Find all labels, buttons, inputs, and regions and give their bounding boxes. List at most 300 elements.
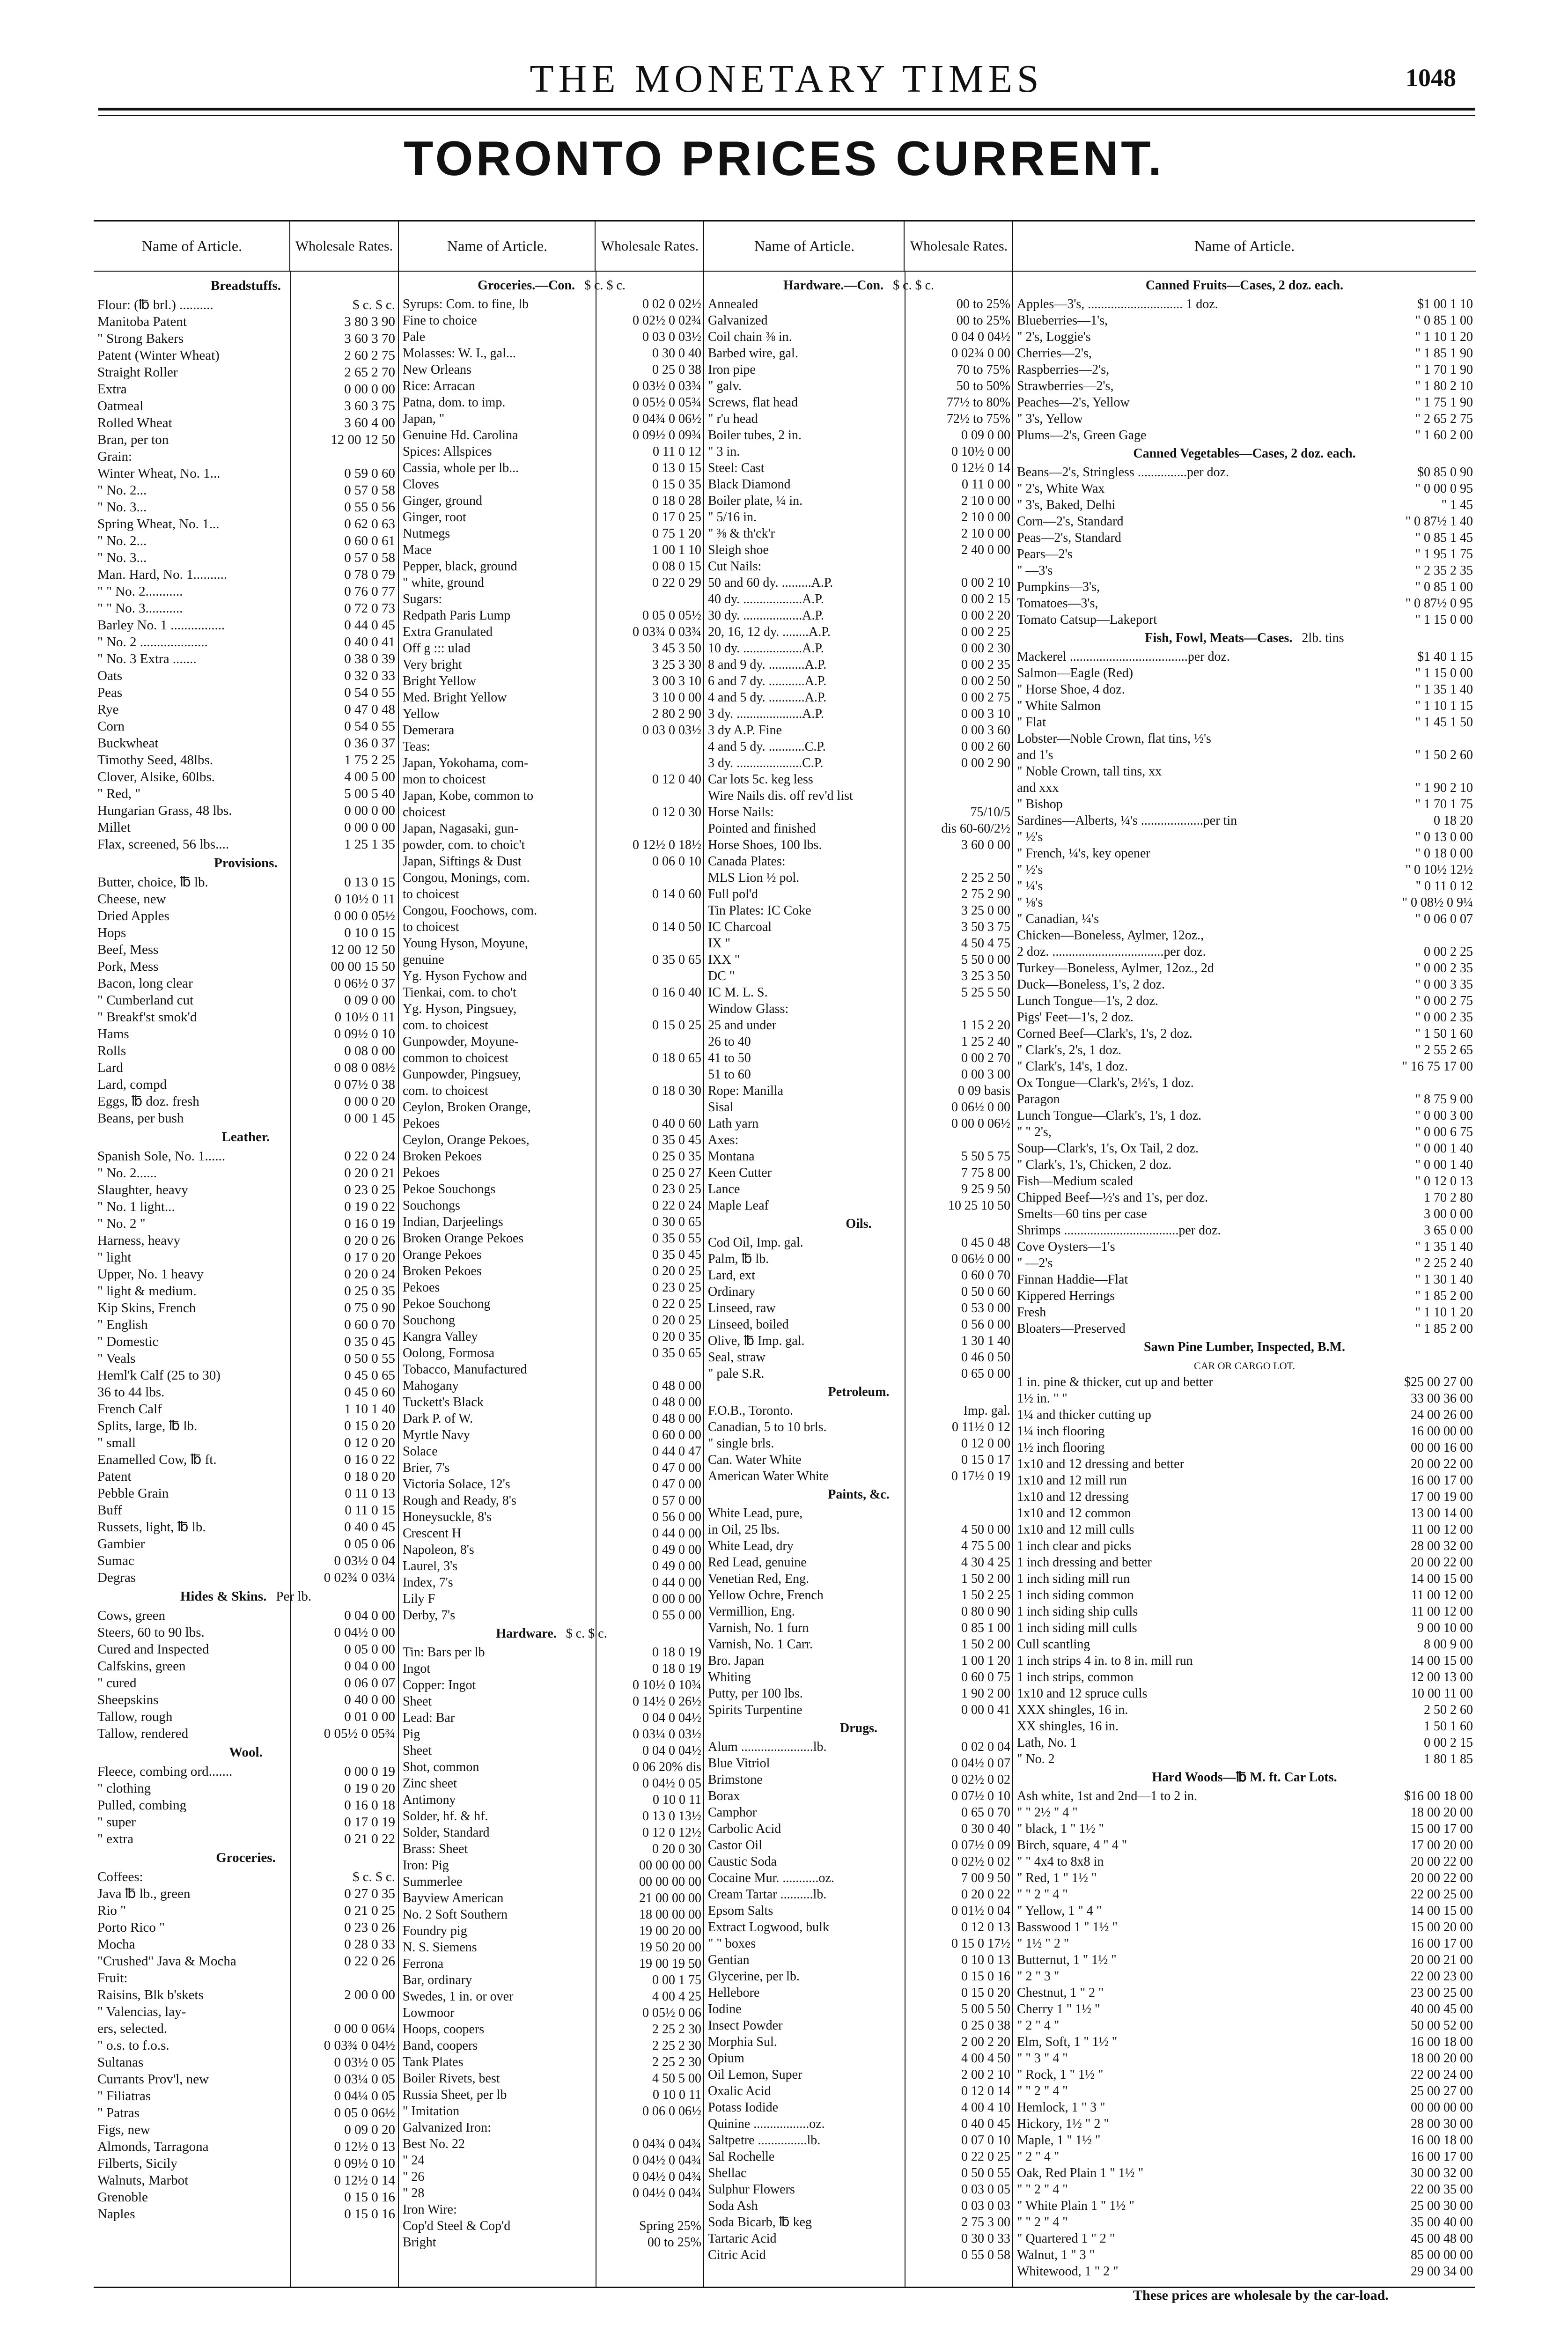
article-name: Glycerine, per lb.	[708, 1969, 800, 1984]
article-name: Hoops, coopers	[403, 2022, 485, 2037]
price-row	[94, 1536, 398, 1552]
price-row	[704, 1985, 1013, 2001]
price-row	[399, 1345, 704, 1361]
price-row	[704, 427, 1013, 443]
article-name: common to choicest	[403, 1051, 508, 1065]
wholesale-rate: 0 62 0 63	[344, 517, 395, 532]
price-row	[94, 891, 398, 908]
article-name: Bran, per ton	[97, 432, 169, 447]
article-name: " —3's	[1017, 563, 1053, 578]
wholesale-rate: 0 00 2 60	[961, 739, 1010, 754]
price-row	[399, 2070, 704, 2087]
price-row	[94, 2206, 398, 2222]
price-row	[399, 1394, 704, 1410]
price-row	[1013, 579, 1476, 595]
wholesale-rate: 0 22 0 25	[652, 1297, 701, 1311]
wholesale-rate: 15 00 20 00	[1411, 1920, 1473, 1934]
article-name: Beans, per bush	[97, 1111, 184, 1126]
price-row	[1013, 2165, 1476, 2181]
wholesale-rate: 0 00 0 06½	[951, 1116, 1010, 1131]
price-row	[399, 427, 704, 443]
article-name: " Flat	[1017, 715, 1046, 730]
price-row	[1013, 1091, 1476, 1107]
wholesale-rate: 0 32 0 33	[344, 668, 395, 683]
article-name: 2 doz. ..................................per doz.	[1017, 945, 1206, 959]
price-row	[1013, 1735, 1476, 1751]
wholesale-rate: 16 00 17 00	[1411, 1473, 1473, 1488]
article-name: Lard, ext	[708, 1268, 756, 1283]
wholesale-rate: 0 04½ 0 00	[334, 1625, 395, 1640]
wholesale-rate: " 1 15 0 00	[1415, 666, 1473, 680]
article-name: to choicest	[403, 887, 459, 901]
wholesale-rate: 5 50 0 00	[961, 952, 1010, 967]
article-name: Very bright	[403, 657, 462, 672]
price-row	[704, 1554, 1013, 1571]
wholesale-rate: 0 06 0 07	[344, 1676, 395, 1691]
section-heading	[1013, 1358, 1476, 1374]
price-row	[94, 566, 398, 583]
price-row	[399, 378, 704, 394]
wholesale-rate: 2 40 0 00	[961, 543, 1010, 557]
wholesale-rate: 0 25 0 27	[652, 1166, 701, 1180]
article-name: Quinine .................oz.	[708, 2117, 825, 2131]
price-row	[399, 1247, 704, 1263]
wholesale-rate: 0 05½ 0 05¾	[324, 1726, 395, 1741]
wholesale-rate: 0 09½ 0 10	[334, 1026, 395, 1041]
price-row	[399, 1677, 704, 1693]
price-row	[1013, 1653, 1476, 1669]
wholesale-rate: 0 36 0 37	[344, 736, 395, 751]
price-row	[399, 345, 704, 362]
price-row	[704, 1636, 1013, 1653]
wholesale-rate: 0 00 0 05½	[334, 908, 395, 923]
wholesale-rate: 20 00 22 00	[1411, 1457, 1473, 1471]
wholesale-rate: 13 00 14 00	[1411, 1506, 1473, 1521]
price-row	[399, 525, 704, 542]
article-name: Lowmoor	[403, 2006, 455, 2020]
price-row	[704, 1197, 1013, 1214]
article-name: Kip Skins, French	[97, 1300, 196, 1315]
wholesale-rate: 0 17 0 20	[344, 1250, 395, 1265]
price-row	[399, 1263, 704, 1279]
price-row	[1013, 1788, 1476, 1804]
wholesale-rate: 0 48 0 00	[652, 1379, 701, 1393]
article-name: Sal Rochelle	[708, 2149, 775, 2164]
price-row	[399, 2087, 704, 2103]
wholesale-rate: 0 11½ 0 12	[952, 1420, 1010, 1434]
wholesale-rate: 15 00 17 00	[1411, 1822, 1473, 1836]
wholesale-rate: 75/10/5	[970, 805, 1010, 820]
price-row	[94, 1367, 398, 1384]
article-name: " Clark's, 2's, 1 doz.	[1017, 1043, 1121, 1057]
article-name: Boiler tubes, 2 in.	[708, 428, 802, 443]
article-name: Lunch Tongue—1's, 2 doz.	[1017, 994, 1158, 1008]
article-name: Birch, square, 4 " 4 "	[1017, 1838, 1127, 1853]
price-row	[1013, 1603, 1476, 1620]
price-row	[704, 1505, 1013, 1521]
price-row	[704, 624, 1013, 640]
price-row	[1013, 698, 1476, 714]
article-name: Hellebore	[708, 1986, 760, 2000]
wholesale-rate: " 1 10 1 15	[1415, 699, 1473, 713]
article-name: Cut Nails:	[708, 559, 762, 574]
wholesale-rate: 0 44 0 47	[652, 1444, 701, 1459]
price-row	[399, 1558, 704, 1574]
article-name: Alum ......................lb.	[708, 1740, 827, 1754]
article-name: 51 to 60	[708, 1067, 751, 1082]
article-name: Cloves	[403, 477, 439, 492]
article-name: Peas—2's, Standard	[1017, 531, 1121, 545]
article-name: Bar, ordinary	[403, 1973, 472, 1987]
wholesale-rate: 2 25 2 50	[961, 871, 1010, 885]
article-name: Fleece, combing ord.......	[97, 1764, 233, 1779]
article-name: 1x10 and 12 dressing and better	[1017, 1457, 1184, 1471]
section-title: Drugs.	[839, 1721, 878, 1735]
article-name: Coil chain ⅜ in.	[708, 330, 792, 344]
wholesale-rate: 0 09 0 00	[961, 428, 1010, 443]
wholesale-rate: " 0 00 1 40	[1415, 1141, 1473, 1156]
price-row	[704, 1886, 1013, 1903]
price-row	[704, 443, 1013, 460]
wholesale-rate: 9 00 10 00	[1417, 1621, 1473, 1635]
wholesale-rate: 0 01½ 0 04	[951, 1904, 1010, 1918]
article-name: Eggs, ℔ doz. fresh	[97, 1094, 199, 1109]
price-row	[94, 1868, 398, 1885]
article-name: Russets, light, ℔ lb.	[97, 1520, 206, 1535]
article-name: 1 inch siding mill culls	[1017, 1621, 1137, 1635]
section-heading	[399, 275, 704, 296]
article-name: XXX shingles, 16 in.	[1017, 1703, 1128, 1717]
price-row	[1013, 2099, 1476, 2116]
article-name: Finnan Haddie—Flat	[1017, 1272, 1128, 1287]
article-name: Index, 7's	[403, 1575, 453, 1590]
article-name: Broken Pekoes	[403, 1264, 482, 1278]
price-row	[1013, 2017, 1476, 2034]
article-name: Linseed, raw	[708, 1301, 776, 1315]
price-row	[704, 1083, 1013, 1099]
wholesale-rate: 18 00 00 00	[639, 1907, 701, 1922]
price-row	[1013, 329, 1476, 345]
wholesale-rate: 0 00 2 15	[961, 592, 1010, 606]
article-name: Flour: (℔ brl.) ..........	[97, 297, 213, 312]
wholesale-rate: 0 00 2 70	[961, 1051, 1010, 1065]
price-row	[399, 1939, 704, 1956]
article-name: " White Plain 1 " 1½ "	[1017, 2199, 1134, 2213]
section-title: Canned Fruits—Cases, 2 doz. each.	[1145, 278, 1344, 293]
wholesale-rate: 00 00 15 50	[331, 959, 395, 974]
wholesale-rate: 0 75 0 90	[344, 1300, 395, 1315]
article-name: Hops	[97, 925, 126, 940]
wholesale-rate: 0 05½ 0 06	[642, 2006, 701, 2020]
wholesale-rate: 0 47 0 00	[652, 1461, 701, 1475]
price-row	[399, 1792, 704, 1808]
wholesale-rate: 0 03 0 03½	[642, 330, 701, 344]
price-row	[94, 516, 398, 532]
price-row	[399, 1874, 704, 1890]
article-name: Sugars:	[403, 592, 442, 606]
article-name: Tobacco, Manufactured	[403, 1362, 527, 1377]
article-name: " r'u head	[708, 412, 758, 426]
article-name: Smelts—60 tins per case	[1017, 1207, 1147, 1221]
wholesale-rate: 0 45 0 48	[961, 1235, 1010, 1250]
section-title: Groceries.	[216, 1850, 276, 1865]
price-row	[399, 2021, 704, 2038]
article-name: Castor Oil	[708, 1838, 762, 1853]
column-header	[399, 221, 704, 272]
article-name: Steel: Cast	[708, 461, 765, 475]
price-row	[1013, 1985, 1476, 2001]
wholesale-rate: 0 00 1 75	[652, 1973, 701, 1987]
wholesale-rate: 1 75 2 25	[344, 753, 395, 768]
article-name: Mace	[403, 543, 432, 557]
price-row	[1013, 1042, 1476, 1058]
section-heading	[704, 1718, 1013, 1739]
price-row	[94, 549, 398, 566]
price-row	[94, 2172, 398, 2189]
wholesale-rate: " 2 35 2 35	[1415, 563, 1473, 578]
article-name: Blue Vitriol	[708, 1756, 770, 1771]
article-name: Ferrona	[403, 1956, 444, 1971]
article-name: Manitoba Patent	[97, 314, 187, 329]
article-name: Ash white, 1st and 2nd—1 to 2 in.	[1017, 1789, 1197, 1803]
price-row	[94, 1569, 398, 1586]
wholesale-rate: 0 30 0 65	[652, 1215, 701, 1229]
wholesale-rate: 0 10 0 11	[653, 2088, 701, 2102]
article-name: Tuckett's Black	[403, 1395, 484, 1410]
wholesale-rate: 0 20 0 25	[652, 1264, 701, 1278]
wholesale-rate: 70 to 75%	[956, 362, 1010, 377]
wholesale-rate: 0 12 0 13	[961, 1920, 1010, 1934]
price-row	[399, 1693, 704, 1710]
section-heading	[704, 1214, 1013, 1234]
price-row	[704, 1620, 1013, 1636]
article-name: Bro. Japan	[708, 1654, 764, 1668]
price-row	[399, 1115, 704, 1132]
wholesale-rate: 0 20 0 35	[652, 1329, 701, 1344]
article-name: 10 dy. ..................A.P.	[708, 641, 824, 656]
wholesale-rate: 16 00 17 00	[1411, 2149, 1473, 2164]
price-row	[704, 460, 1013, 476]
price-row	[704, 1099, 1013, 1115]
price-row	[1013, 1206, 1476, 1222]
price-row	[94, 1624, 398, 1641]
wholesale-rate: 0 15 0 16	[961, 1969, 1010, 1984]
price-row	[704, 673, 1013, 689]
price-row	[1013, 1124, 1476, 1140]
article-name: " ¼'s	[1017, 879, 1043, 893]
wholesale-rate: 3 50 3 75	[961, 920, 1010, 934]
wholesale-rate: 0 25 0 35	[652, 1149, 701, 1164]
price-row	[94, 735, 398, 752]
wholesale-rate: 0 01 0 00	[344, 1709, 395, 1724]
price-row	[94, 941, 398, 958]
article-name: " White Salmon	[1017, 699, 1101, 713]
article-name: American Water White	[708, 1469, 829, 1484]
price-row	[399, 542, 704, 558]
article-name: Raspberries—2's,	[1017, 362, 1110, 377]
wholesale-rate: 0 50 0 60	[961, 1285, 1010, 1299]
price-row	[399, 1923, 704, 1939]
wholesale-rate: " 1 70 1 90	[1415, 362, 1473, 377]
wholesale-rate: 0 75 1 20	[652, 526, 701, 541]
price-row	[704, 1521, 1013, 1538]
article-name: Lath yarn	[708, 1116, 759, 1131]
article-name: " Veals	[97, 1351, 136, 1366]
price-row	[1013, 780, 1476, 796]
price-row	[1013, 1222, 1476, 1239]
article-name: Porto Rico "	[97, 1920, 165, 1935]
price-row	[1013, 845, 1476, 862]
article-name: Carbolic Acid	[708, 1822, 781, 1836]
price-row	[704, 2230, 1013, 2247]
price-row	[399, 984, 704, 1001]
wholesale-rate: 1 80 1 85	[1424, 1752, 1473, 1766]
article-name: Bright Yellow	[403, 674, 477, 688]
wholesale-rate: " 1 80 2 10	[1415, 379, 1473, 393]
wholesale-rate: 0 18 0 20	[344, 1469, 395, 1484]
price-row	[704, 1685, 1013, 1702]
wholesale-rate: 29 00 34 00	[1411, 2264, 1473, 2279]
article-name: IC Charcoal	[708, 920, 772, 934]
wholesale-rate: " 0 87½ 1 40	[1405, 514, 1473, 529]
price-row	[704, 935, 1013, 952]
article-name: Soup—Clark's, 1's, Ox Tail, 2 doz.	[1017, 1141, 1199, 1156]
wholesale-rate: 0 40 0 60	[652, 1116, 701, 1131]
wholesale-rate: 14 00 15 00	[1411, 1572, 1473, 1586]
price-row	[399, 1988, 704, 2005]
article-name: " " 2 " 4 "	[1017, 2084, 1068, 2098]
wholesale-rate: 0 06 0 10	[652, 854, 701, 869]
page-title: TORONTO PRICES CURRENT.	[404, 132, 1164, 186]
wholesale-rate: 0 12 0 12½	[642, 1825, 701, 1840]
article-name: Flax, screened, 56 lbs....	[97, 837, 229, 852]
article-name: Congou, Foochows, com.	[403, 903, 537, 918]
price-row	[94, 1215, 398, 1232]
wholesale-rate: 3 00 3 10	[652, 674, 701, 688]
price-row	[1013, 993, 1476, 1009]
header-rates: Wholesale Rates.	[904, 221, 1013, 271]
price-row	[704, 575, 1013, 591]
masthead-rule-thin	[98, 115, 1475, 116]
article-name: Boiler plate, ¼ in.	[708, 494, 803, 508]
wholesale-rate: 0 35 0 65	[652, 1346, 701, 1360]
price-row	[704, 1935, 1013, 1952]
article-name: Pekoes	[403, 1166, 440, 1180]
wholesale-rate: 0 02½ 0 02	[951, 1772, 1010, 1787]
price-row	[1013, 2198, 1476, 2214]
wholesale-rate: 0 49 0 00	[652, 1543, 701, 1557]
wholesale-rate: 20 00 22 00	[1411, 1871, 1473, 1885]
wholesale-rate: 0 23 0 25	[652, 1182, 701, 1196]
article-name: Maple, 1 " 1½ "	[1017, 2133, 1101, 2148]
article-name: " single brls.	[708, 1436, 774, 1451]
article-name: Grain:	[97, 449, 133, 464]
wholesale-rate: 0 06½ 0 37	[334, 976, 395, 991]
price-row	[399, 935, 704, 952]
article-name: Demerara	[403, 723, 455, 738]
wholesale-rate: 0 06 20% dis	[633, 1760, 701, 1774]
article-name: " —2's	[1017, 1256, 1053, 1270]
article-name: Olive, ℔ Imp. gal.	[708, 1334, 805, 1348]
wholesale-rate: 0 44 0 00	[652, 1526, 701, 1541]
article-name: " No. 2...	[97, 533, 147, 548]
article-name: Indian, Darjeelings	[403, 1215, 503, 1229]
wholesale-rate: 5 00 5 40	[344, 786, 395, 801]
price-row	[704, 1366, 1013, 1382]
price-row	[1013, 1903, 1476, 1919]
article-name: Boiler Rivets, best	[403, 2071, 500, 2086]
price-row	[399, 1148, 704, 1165]
price-row	[1013, 1472, 1476, 1489]
wholesale-rate: 0 57 0 58	[344, 550, 395, 565]
wholesale-rate: $ c. $ c.	[353, 297, 395, 312]
price-row	[94, 975, 398, 992]
price-row	[704, 755, 1013, 771]
price-row	[399, 1066, 704, 1083]
wholesale-rate: 2 10 0 00	[961, 510, 1010, 524]
price-row	[399, 738, 704, 755]
wholesale-rate: 0 60 0 61	[344, 533, 395, 548]
price-row	[399, 296, 704, 312]
article-name: 1¼ inch flooring	[1017, 1424, 1105, 1439]
article-name: Harness, heavy	[97, 1233, 181, 1248]
article-name: Oxalic Acid	[708, 2084, 771, 2098]
wholesale-rate: 1 50 2 25	[961, 1588, 1010, 1602]
price-row	[94, 958, 398, 975]
wholesale-rate: 0 11 0 15	[345, 1503, 395, 1518]
wholesale-rate: 2 60 2 75	[344, 348, 395, 363]
section-heading	[1013, 628, 1476, 649]
article-name: 50 and 60 dy. .........A.P.	[708, 576, 833, 590]
price-row	[399, 1165, 704, 1181]
price-row	[704, 1419, 1013, 1435]
price-row	[94, 1232, 398, 1249]
article-name: Horse Nails:	[708, 805, 774, 820]
wholesale-rate: 2 00 2 10	[961, 2067, 1010, 2082]
article-name: Brier, 7's	[403, 1461, 450, 1475]
wholesale-rate: 0 07½ 0 10	[951, 1789, 1010, 1803]
article-name: Redpath Paris Lump	[403, 608, 511, 623]
article-name: Rolled Wheat	[97, 415, 172, 430]
article-name: 3 dy A.P. Fine	[708, 723, 782, 738]
article-name: Spring Wheat, No. 1...	[97, 517, 220, 532]
wholesale-rate: 1 00 1 20	[961, 1654, 1010, 1668]
price-row	[704, 984, 1013, 1001]
wholesale-rate: 0 54 0 55	[344, 685, 395, 700]
column-2	[398, 221, 704, 2287]
price-row	[1013, 2263, 1476, 2280]
section-heading	[1013, 1337, 1476, 1358]
wholesale-rate: " 0 00 2 35	[1415, 1010, 1473, 1025]
article-name: Rio "	[97, 1903, 126, 1918]
price-row	[94, 819, 398, 836]
wholesale-rate: 0 00 0 00	[344, 803, 395, 818]
price-row	[399, 443, 704, 460]
wholesale-rate: " 1 30 1 40	[1415, 1272, 1473, 1287]
wholesale-rate: 0 12 0 40	[652, 772, 701, 787]
column-header	[1013, 221, 1476, 272]
wholesale-rate: 0 12½ 0 14	[951, 461, 1010, 475]
wholesale-rate: 0 17 0 19	[344, 1815, 395, 1830]
article-name: Straight Roller	[97, 365, 178, 380]
article-name: Plums—2's, Green Gage	[1017, 428, 1147, 443]
wholesale-rate: 0 23 0 25	[344, 1182, 395, 1197]
wholesale-rate: 0 55 0 58	[961, 2248, 1010, 2262]
price-row	[1013, 612, 1476, 628]
article-name: 1 inch siding common	[1017, 1588, 1134, 1602]
article-name: Coffees:	[97, 1869, 143, 1884]
masthead-rule	[98, 108, 1475, 111]
